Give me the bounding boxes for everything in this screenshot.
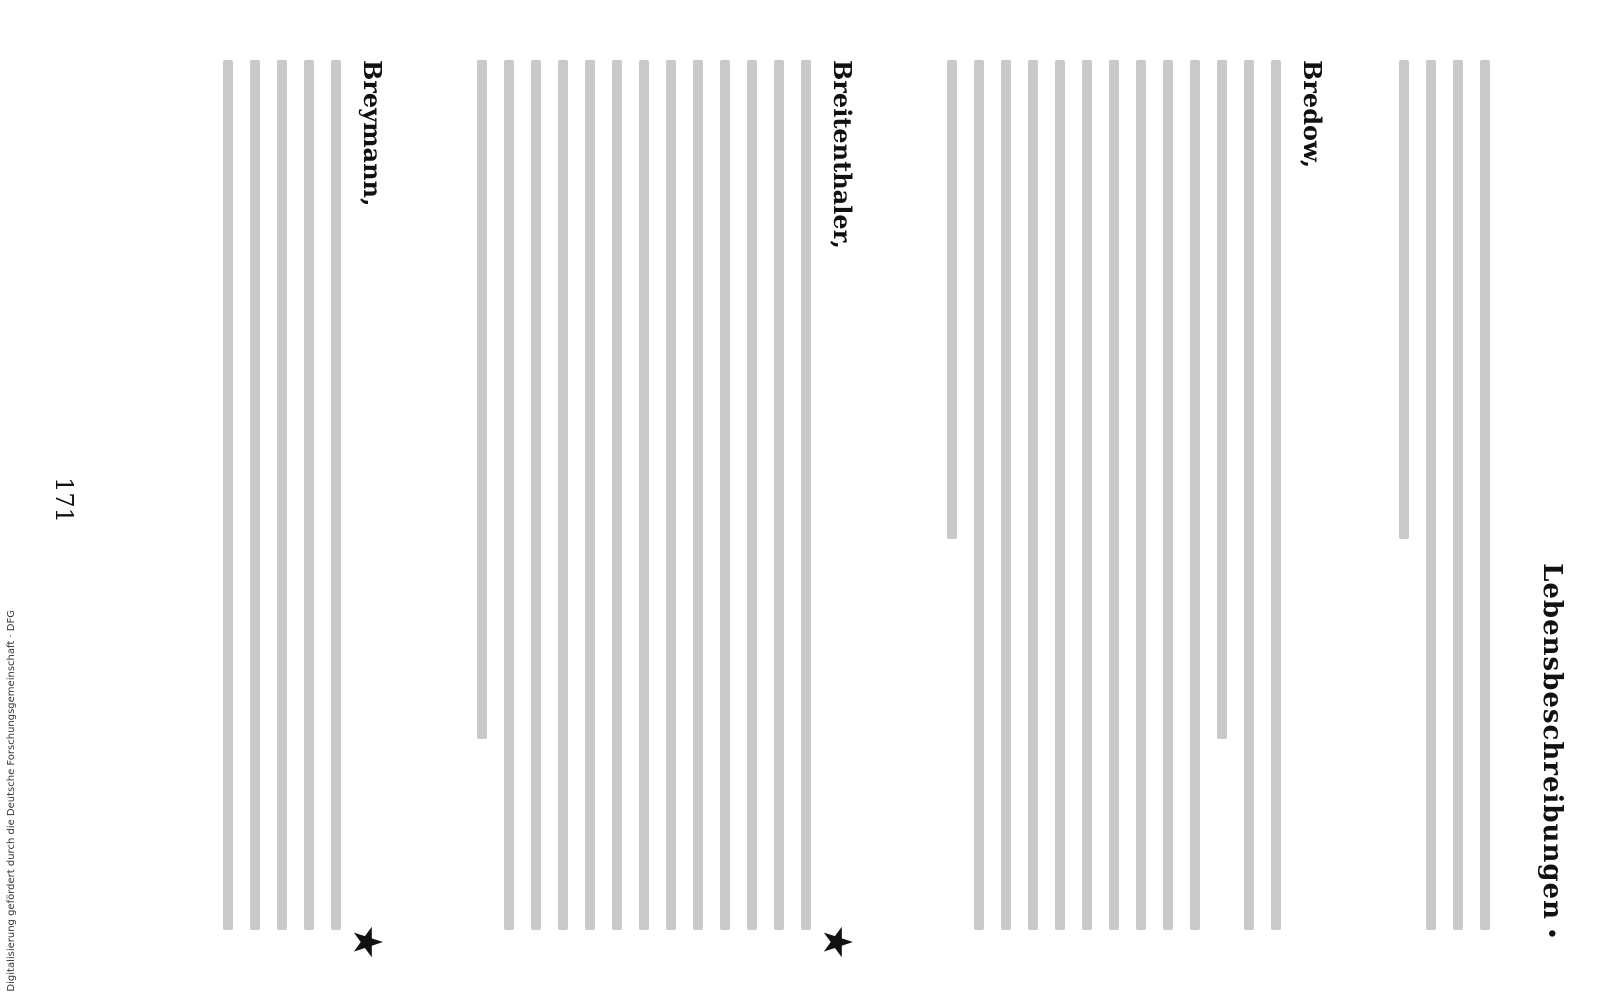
star-icon: ★ [344,924,390,960]
bullet-dot: • [1538,927,1563,940]
biography-entry [206,60,387,930]
entry-name: Bredow, [1298,60,1327,169]
star-icon: ★ [814,924,860,960]
page-header [1527,40,1567,940]
page-number: 171 [50,477,78,523]
entry-name: Breymann, [358,60,387,207]
entry-name: Breitenthaler, [828,60,857,249]
biography-entry [460,60,857,930]
page-header-title: Lebensbeschreibungen [1537,563,1567,920]
biography-entry [930,60,1327,930]
continuation-paragraph [1382,60,1507,930]
